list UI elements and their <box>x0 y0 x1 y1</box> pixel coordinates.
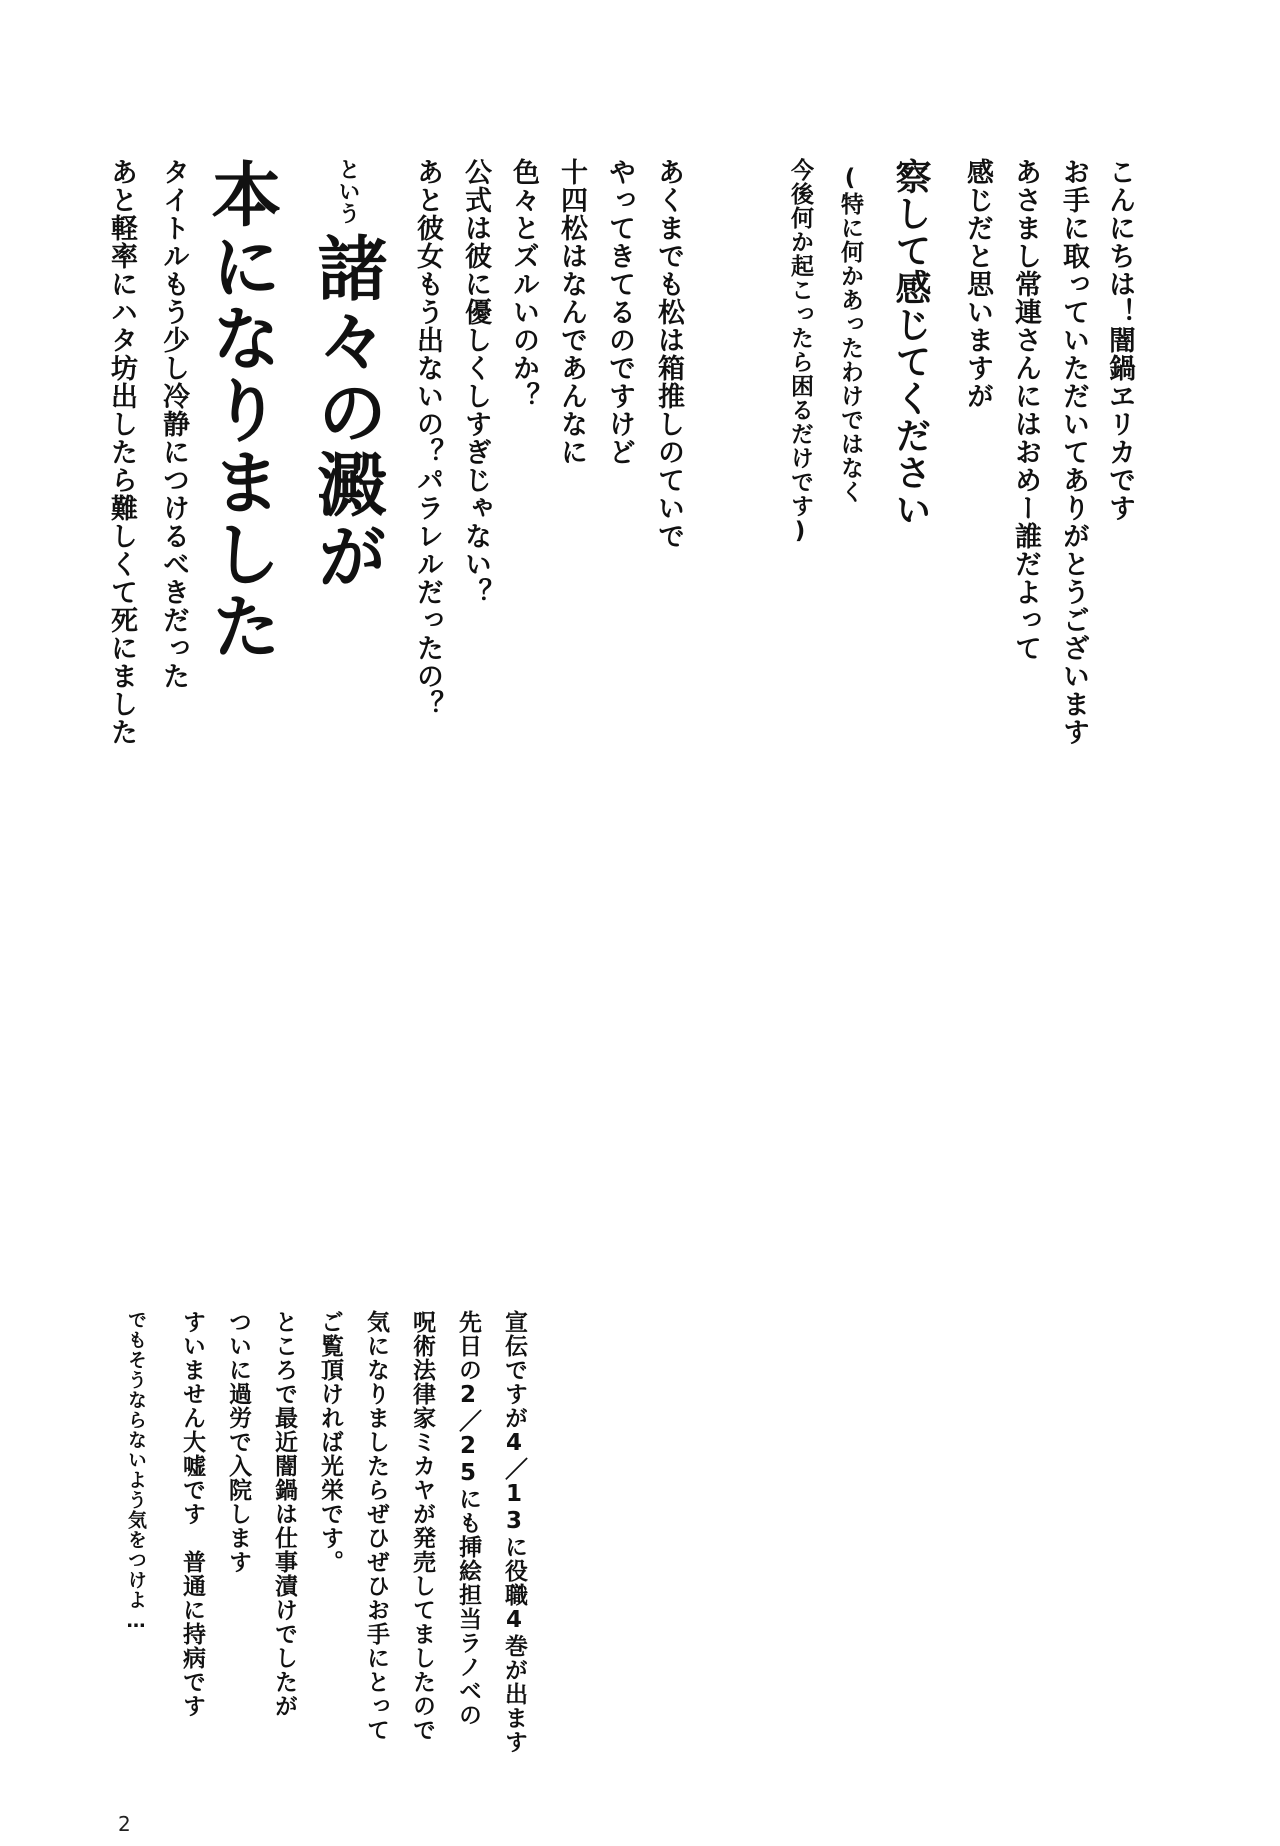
news-line-1: ところで最近闇鍋は仕事漬けでしたが <box>271 1310 297 1718</box>
title-prefix: という <box>335 158 360 224</box>
promo-line-5: ご覧頂ければ光栄です。 <box>317 1310 343 1574</box>
title-line-1 <box>306 158 388 592</box>
matsu-line-2: やってきてるのですけど <box>604 158 635 466</box>
promo-line-2: 先日の2／25にも挿絵担当ラノベの <box>455 1310 481 1727</box>
news-line-3: すいません大嘘です 普通に持病です <box>179 1310 205 1718</box>
title-text-1: 諸々の澱が <box>306 232 388 592</box>
matsu-line-3: 十四松はなんであんなに <box>556 158 587 466</box>
greeting-line: こんにちは！闇鍋ヱリカです <box>1104 158 1135 522</box>
news-line-4: でもそうならないよう気をつけよ… <box>125 1310 147 1633</box>
matsu-line-6: あと彼女もう出ないの？パラレルだったの？ <box>412 158 443 718</box>
regulars-line: あさまし常連さんにはおめー誰だよって <box>1010 158 1041 662</box>
title-line-2: 本になりました <box>200 158 282 662</box>
feeling-line: 感じだと思いますが <box>962 158 993 410</box>
matsu-line-4: 色々とズルいのか？ <box>508 158 539 410</box>
after-line-1: タイトルもう少し冷静につけるべきだった <box>158 158 189 690</box>
page-number: 2 <box>118 1812 131 1836</box>
aside-line-1: (特に何かあったわけではなく <box>837 165 863 504</box>
promo-line-4: 気になりましたらぜひぜひお手にとって <box>363 1310 389 1742</box>
emphasis-line: 察して感じてください <box>890 158 931 528</box>
after-line-2: あと軽率にハタ坊出したら難しくて死にました <box>106 158 137 746</box>
news-line-2: ついに過労で入院します <box>225 1310 251 1574</box>
matsu-line-1: あくまでも松は箱推しのていで <box>653 158 684 550</box>
promo-line-1: 宣伝ですが4／13に役職4巻が出ます <box>501 1310 527 1754</box>
aside-line-2: 今後何か起こったら困るだけです) <box>787 158 813 545</box>
thanks-line: お手に取っていただいてありがとうございます <box>1058 158 1089 746</box>
matsu-line-5: 公式は彼に優しくしすぎじゃない？ <box>460 158 491 606</box>
promo-line-3: 呪術法律家ミカヤが発売してましたので <box>409 1310 435 1742</box>
